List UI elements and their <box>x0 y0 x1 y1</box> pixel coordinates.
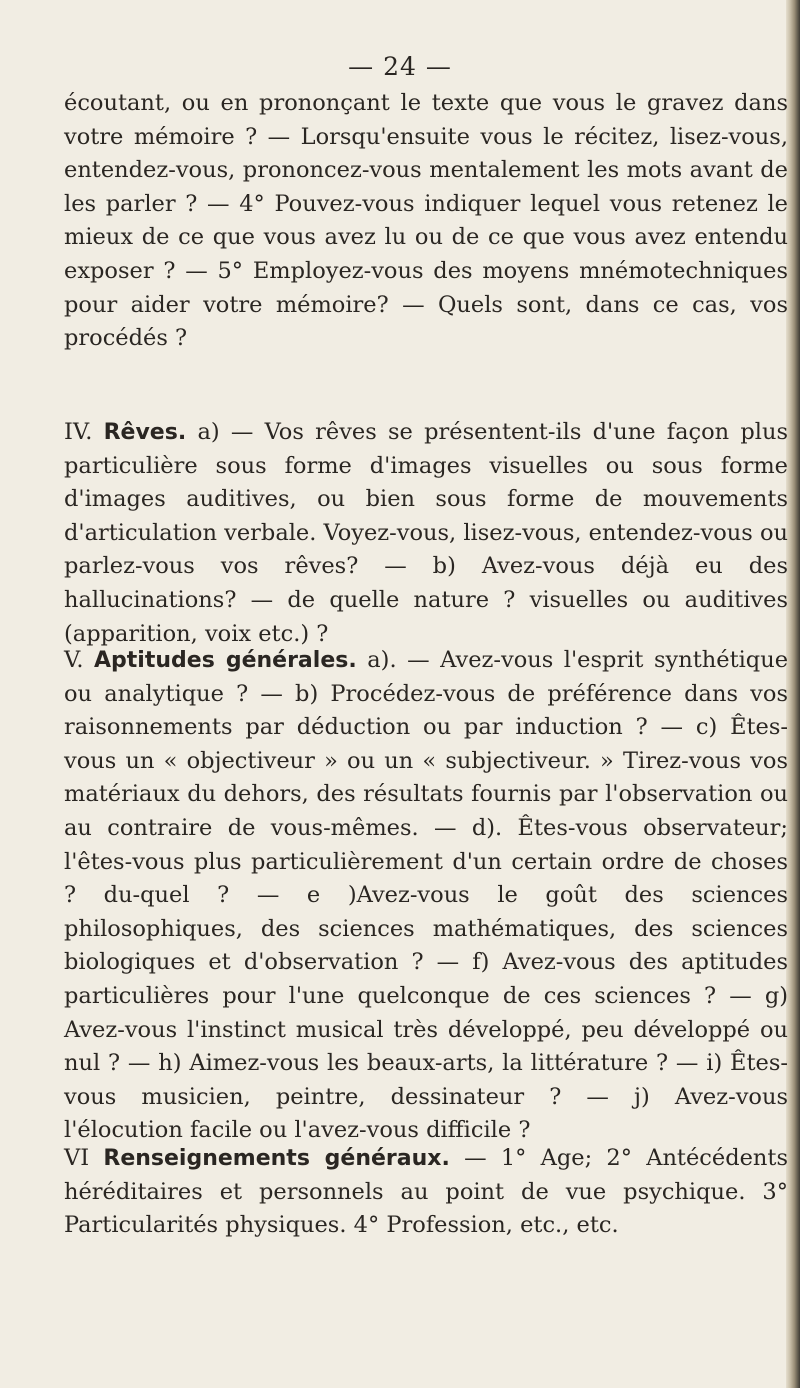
page-number: — 24 — <box>348 52 452 81</box>
section-number: VI <box>64 1145 90 1171</box>
section-number: IV. <box>64 419 93 445</box>
section-body: a). — Avez-vous l'esprit synthétique ou analytique ? — b) Procédez-vous de préférence dans vos raisonnements par déduction ou par induction ? — c) Êtes-vous un « objectiveur » ou un « subjectiveur. » Tirez-vous vos matériaux du dehors, des résultats fournis par l'observation ou au contraire de vous-mêmes. — d). Êtes-vous observateur; l'êtes-vous plus particulièrement d'un certain ordre de choses ? du-quel ? — e )Avez-vous le goût des sciences philosophiques, des sciences mathématiques, des sciences biologiques et d'observation ? — f) Avez-vous des aptitudes particulières pour l'une quelconque de ces sciences ? — g) Avez-vous l'instinct musical très développé, peu développé ou nul ? — h) Aimez-vous les beaux-arts, la littérature ? — i) Êtes-vous musicien, peintre, dessinateur ? — j) Avez-vous l'élocution facile ou l'avez-vous difficile ? <box>64 647 789 1144</box>
section-heading: Aptitudes générales. <box>94 648 357 673</box>
paragraph-reves <box>64 416 788 651</box>
paragraph-memory-questions: écoutant, ou en prononçant le texte que vous le gravez dans votre mémoire ? — Lorsqu'ensuite vous le récitez, lisez-vous, entendez-vous, prononcez-vous mentalement les mots avant de les parler ? — 4° Pouvez-vous indiquer lequel vous retenez le mieux de ce que vous avez lu ou de ce que vous avez entendu exposer ? — 5° Employez-vous des moyens mnémotechniques pour aider votre mémoire? — Quels sont, dans ce cas, vos procédés ? <box>64 90 788 352</box>
section-body: a) — Vos rêves se présentent-ils d'une façon plus particulière sous forme d'images visuelles ou sous forme d'images auditives, ou bien sous forme de mouvements d'articulation verbale. Voyez-vous, lisez-vous, entendez-vous ou parlez-vous vos rêves? — b) Avez-vous déjà eu des hallucinations? — de quelle nature ? visuelles ou auditives (apparition, voix etc.) ? <box>64 419 789 647</box>
section-aptitudes <box>64 644 788 1148</box>
section-number: V. <box>64 647 84 673</box>
section-heading: Rêves. <box>103 420 187 445</box>
section-renseignements <box>64 1142 788 1243</box>
paragraph-renseignements <box>64 1142 788 1243</box>
questionnaire-continuation <box>64 87 788 356</box>
paragraph-aptitudes <box>64 644 788 1148</box>
section-heading: Renseignements généraux. <box>103 1146 450 1171</box>
section-reves <box>64 416 788 651</box>
section-body: — 1° Age; 2° Antécédents héréditaires et personnels au point de vue psychique. 3° Particularités physiques. 4° Profession, etc., etc. <box>64 1145 789 1239</box>
page-edge-shadow <box>786 0 800 1388</box>
